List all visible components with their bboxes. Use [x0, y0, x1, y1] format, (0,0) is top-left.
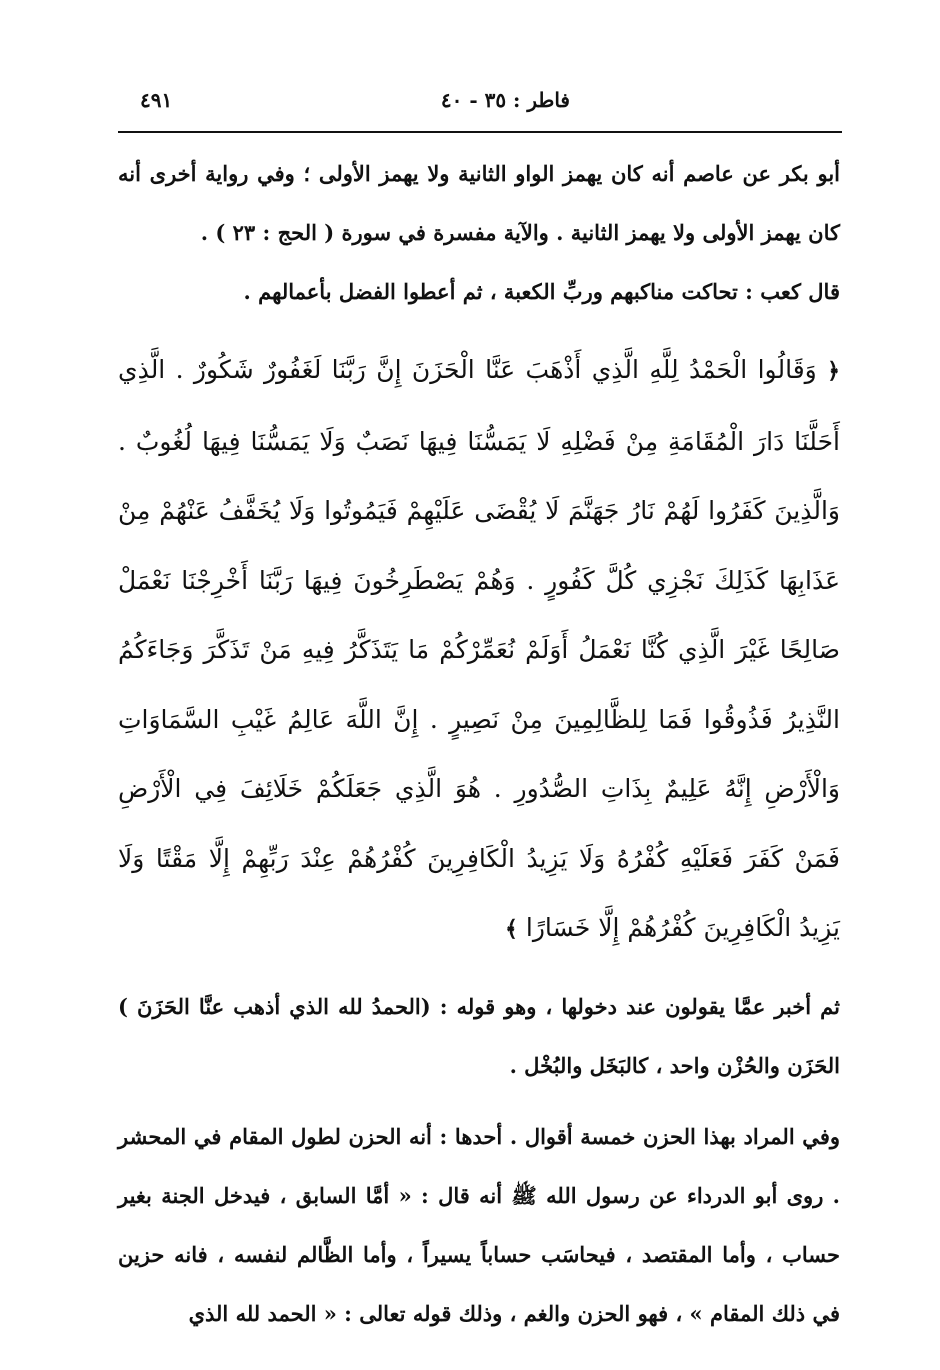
surah-reference: فاطر : ٣٥ - ٤٠: [440, 88, 570, 112]
quran-verses-block: [118, 335, 840, 965]
paragraph-commentary-hazan: ثم أخبر عمَّا يقولون عند دخولها ، وهو قوله : (الحمدُ لله الذي أذهب عنَّا الحَزَنَ ) الحَزَن والحُزْن واحد ، كالبَخَل والبُخْل .: [118, 993, 840, 1078]
page-number: ٤٩١: [140, 88, 173, 112]
paragraph-five-opinions: وفي المراد بهذا الحزن خمسة أقوال . أحدها : أنه الحزن لطول المقام في المحشر . روى أبو الدرداء عن رسول الله ﷺ أنه قال : « أمَّا السابق ، فيدخل الجنة بغير حساب ، وأما المقتصد ، فيحاسَب حساباً يسيراً ، وأما الظَّالم لنفسه ، فانه حزين في ذلك المقام » ، فهو الحزن والغم ، وذلك قوله تعالى : « الحمد لله الذي: [118, 1123, 840, 1326]
quran-verses-text: وَقَالُوا الْحَمْدُ لِلَّهِ الَّذِي أَذْهَبَ عَنَّا الْحَزَنَ إِنَّ رَبَّنَا لَغَفُورٌ شَكُورٌ . الَّذِي أَحَلَّنَا دَارَ الْمُقَامَةِ مِنْ فَضْلِهِ لَا يَمَسُّنَا فِيهَا نَصَبٌ وَلَا يَمَسُّنَا فِيهَا لُغُوبٌ . وَالَّذِينَ كَفَرُوا لَهُمْ نَارُ جَهَنَّمَ لَا يُقْضَى عَلَيْهِمْ فَيَمُوتُوا وَلَا يُخَفَّفُ عَنْهُمْ مِنْ عَذَابِهَا كَذَلِكَ نَجْزِي كُلَّ كَفُورٍ . وَهُمْ يَصْطَرِخُونَ فِيهَا رَبَّنَا أَخْرِجْنَا نَعْمَلْ صَالِحًا غَيْرَ الَّذِي كُنَّا نَعْمَلُ أَوَلَمْ نُعَمِّرْكُمْ مَا يَتَذَكَّرُ فِيهِ مَنْ تَذَكَّرَ وَجَاءَكُمُ النَّذِيرُ فَذُوقُوا فَمَا لِلظَّالِمِينَ مِنْ نَصِيرٍ . إِنَّ اللَّهَ عَالِمُ غَيْبِ السَّمَاوَاتِ وَالْأَرْضِ إِنَّهُ عَلِيمٌ بِذَاتِ الصُّدُورِ . هُوَ الَّذِي جَعَلَكُمْ خَلَائِفَ فِي الْأَرْضِ فَمَنْ كَفَرَ فَعَلَيْهِ كُفْرُهُ وَلَا يَزِيدُ الْكَافِرِينَ كُفْرُهُمْ عِنْدَ رَبِّهِمْ إِلَّا مَقْتًا وَلَا يَزِيدُ الْكَافِرِينَ كُفْرُهُمْ إِلَّا خَسَارًا: [118, 355, 840, 942]
page-body: [118, 144, 840, 1343]
page-header: [118, 82, 840, 122]
header-divider: [118, 131, 842, 133]
paragraph-reading-note: أبو بكر عن عاصم أنه كان يهمز الواو الثانية ولا يهمز الأولى ؛ وفي رواية أخرى أنه كان يهمز الأولى ولا يهمز الثانية . والآية مفسرة في سورة ( الحج : ٢٣ ) .: [118, 161, 840, 245]
paragraph-kaab-quote: قال كعب : تحاكت مناكبهم وربِّ الكعبة ، ثم أعطوا الفضل بأعمالهم .: [243, 279, 840, 304]
ornate-bracket-close: ﴾: [505, 916, 518, 942]
ornate-bracket-open: ﴿: [827, 358, 840, 384]
